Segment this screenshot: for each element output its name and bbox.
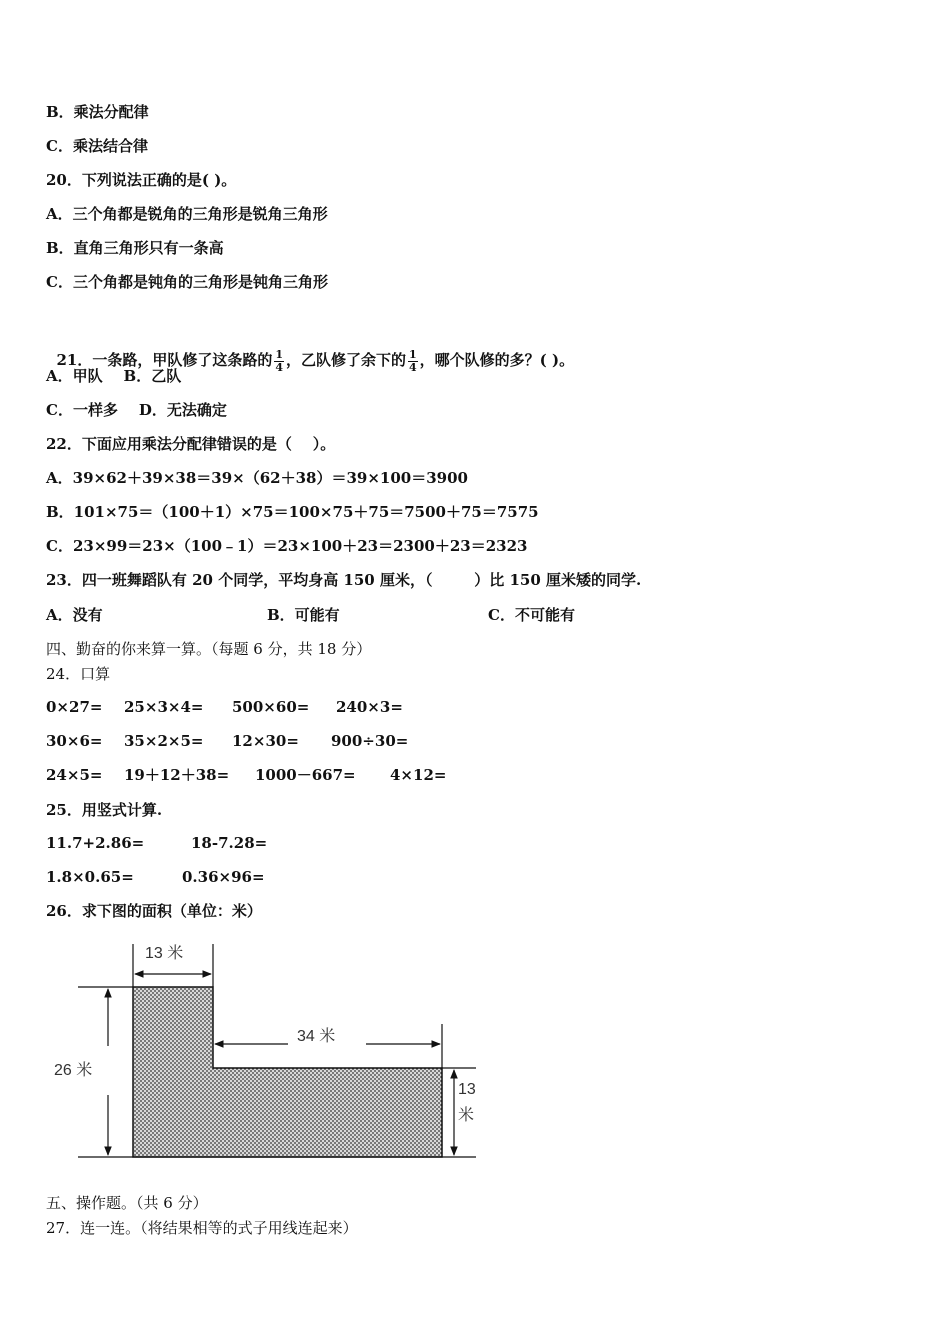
q20-stem: 20．下列说法正确的是( )。 xyxy=(46,171,237,189)
q22-option-a: A．39×62＋39×38＝39×（62＋38）＝39×100＝3900 xyxy=(46,469,468,487)
q26-stem: 26．求下图的面积（单位：米） xyxy=(46,902,262,920)
q21-options-cd: C．一样多 D．无法确定 xyxy=(46,401,227,419)
fraction-denominator: 4 xyxy=(275,360,283,374)
vertical-calc-item: 11.7+2.86= xyxy=(46,834,145,852)
q19-option-b: B．乘法分配律 xyxy=(46,103,149,121)
q23-option-a: A．没有 xyxy=(46,606,103,624)
q21-stem-part3: ，哪个队修的多？( )。 xyxy=(419,351,575,369)
oral-calc-item: 900÷30= xyxy=(331,732,409,750)
oral-calc-item: 0×27= xyxy=(46,698,103,716)
q23-option-c: C．不可能有 xyxy=(488,606,575,624)
label-right-13: 13 xyxy=(458,1081,476,1098)
q24-stem: 24．口算 xyxy=(46,665,111,683)
q22-option-c: C．23×99＝23×（100﹣1）＝23×100＋23＝2300＋23＝2323 xyxy=(46,537,528,555)
q19-option-c: C．乘法结合律 xyxy=(46,137,148,155)
fraction-denominator: 4 xyxy=(409,360,417,374)
q21-stem-part2: ，乙队修了余下的 xyxy=(286,351,407,369)
oral-calc-item: 19＋12＋38= xyxy=(124,766,230,784)
oral-calc-item: 12×30= xyxy=(232,732,299,750)
vertical-calc-item: 0.36×96= xyxy=(182,868,265,886)
oral-calc-item: 500×60= xyxy=(232,698,310,716)
l-shape-area xyxy=(133,987,442,1157)
oral-calc-item: 24×5= xyxy=(46,766,103,784)
label-left-26m: 26 米 xyxy=(54,1062,93,1079)
label-top-13m: 13 米 xyxy=(145,945,184,962)
vertical-calc-item: 1.8×0.65= xyxy=(46,868,134,886)
q27-stem: 27．连一连。（将结果相等的式子用线连起来） xyxy=(46,1219,358,1237)
oral-calc-item: 4×12= xyxy=(390,766,447,784)
section4-title: 四、勤奋的你来算一算。（每题 6 分，共 18 分） xyxy=(46,640,372,658)
oral-calc-item: 240×3= xyxy=(336,698,403,716)
oral-calc-item: 25×3×4= xyxy=(124,698,204,716)
q20-option-c: C．三个角都是钝角的三角形是钝角三角形 xyxy=(46,273,328,291)
q23-stem: 23．四一班舞蹈队有 20 个同学，平均身高 150 厘米，（ ）比 150 厘米矮的同学. xyxy=(46,571,642,589)
fraction-numerator: 1 xyxy=(409,347,417,361)
label-mid-34m: 34 米 xyxy=(297,1028,336,1045)
q25-stem: 25．用竖式计算. xyxy=(46,801,163,819)
q20-option-a: A．三个角都是锐角的三角形是锐角三角形 xyxy=(46,205,328,223)
oral-calc-item: 30×6= xyxy=(46,732,103,750)
oral-calc-item: 1000－667= xyxy=(255,766,356,784)
vertical-calc-item: 18-7.28= xyxy=(191,834,268,852)
q21-stem-part1: 21．一条路，甲队修了这条路的 xyxy=(56,351,273,369)
q22-option-b: B．101×75＝（100＋1）×75＝100×75＋75＝7500＋75＝7575 xyxy=(46,503,539,521)
q22-stem: 22．下面应用乘法分配律错误的是（ ）。 xyxy=(46,435,336,453)
q21-options-ab: A．甲队 B．乙队 xyxy=(46,367,182,385)
q20-option-b: B．直角三角形只有一条高 xyxy=(46,239,224,257)
section5-title: 五、操作题。（共 6 分） xyxy=(46,1194,208,1212)
fraction-numerator: 1 xyxy=(275,347,283,361)
q23-option-b: B．可能有 xyxy=(267,606,340,624)
oral-calc-item: 35×2×5= xyxy=(124,732,204,750)
label-right-unit: 米 xyxy=(458,1107,475,1124)
